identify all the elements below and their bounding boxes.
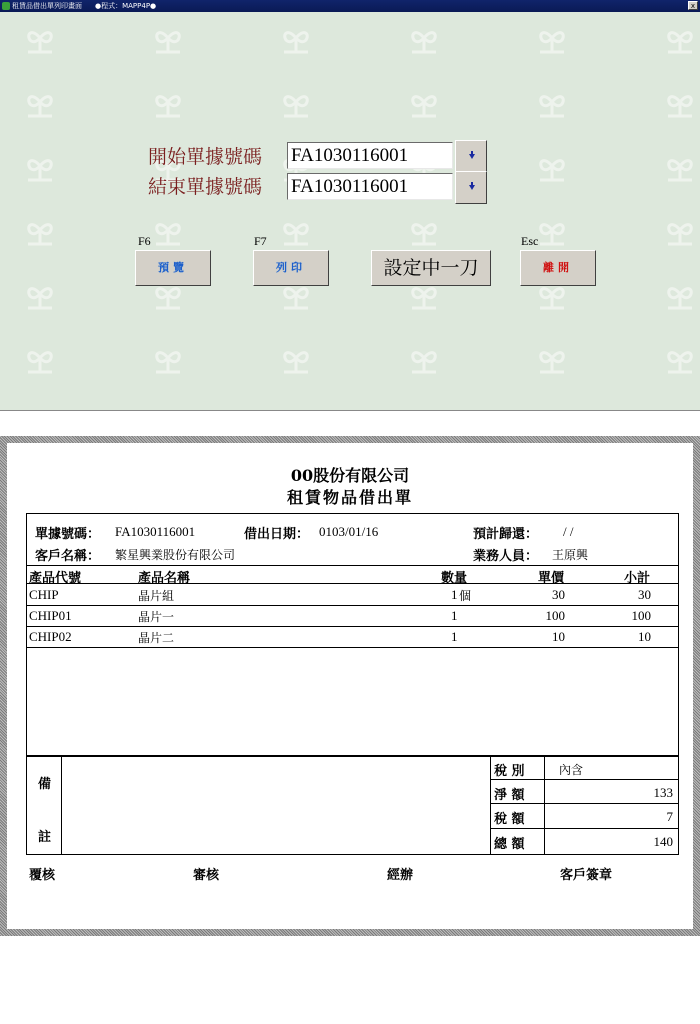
watermark-logo [20,214,60,248]
row-code: CHIP [29,587,59,602]
watermark-logo [148,342,188,376]
end-number-label: 結束單據號碼 [148,176,263,198]
row-unit: 個 [459,589,472,603]
watermark-logo [660,278,700,312]
end-number-dropdown[interactable] [455,171,487,204]
sign-review: 覆核 [29,868,56,883]
row-price: 30 [552,587,565,602]
watermark-logo [404,86,444,120]
remark-label-top: 備 [38,777,52,792]
col-qty: 數量 [441,571,468,586]
col-code: 產品代號 [29,571,82,586]
remark-label-bottom: 註 [38,830,52,845]
title-bar [0,0,700,12]
col-price: 單價 [538,571,565,586]
print-button[interactable]: 列印 [253,250,329,286]
company-name: 00股份有限公司 [290,466,410,485]
sign-customer: 客戶簽章 [560,868,613,883]
watermark-logo [148,22,188,56]
row-code: CHIP02 [29,629,72,644]
exit-button[interactable]: 離開 [520,250,596,286]
watermark-logo [276,86,316,120]
watermark-logo [532,86,572,120]
row-name: 晶片組 [138,589,175,603]
watermark-logo [660,342,700,376]
close-button[interactable]: x [688,1,698,10]
doc-number-value: FA1030116001 [115,524,196,539]
sign-handler: 經辦 [387,868,414,883]
start-number-label: 開始單據號碼 [148,146,263,168]
watermark-logo [660,86,700,120]
watermark-logo [20,278,60,312]
watermark-logo [532,342,572,376]
watermark-logo [660,150,700,184]
row-subtotal: 100 [631,608,651,623]
row-subtotal: 30 [638,587,651,602]
col-name: 產品名稱 [138,571,191,586]
row-price: 10 [552,629,565,644]
row-code: CHIP01 [29,608,72,623]
watermark-logo [148,86,188,120]
watermark-logo [404,214,444,248]
col-subtotal: 小計 [624,571,651,586]
loan-date-label: 借出日期： [244,527,310,542]
watermark-logo [660,214,700,248]
loan-date-value: 0103/01/16 [319,524,379,539]
row-subtotal: 10 [638,629,651,644]
program-id: ●程式：MAPP4P● [95,2,157,10]
watermark-logo [660,22,700,56]
print-dialog [0,0,700,411]
row-qty: 1 [451,629,458,644]
tax-type-label: 稅 別 [494,764,525,779]
start-number-dropdown[interactable] [455,140,487,173]
table-row [26,647,679,648]
sign-audit: 審核 [193,868,220,883]
customer-value: 繁星興業股份有限公司 [115,548,236,562]
sales-value: 王原興 [552,548,589,562]
preview-shortcut: F6 [138,234,151,248]
row-name: 晶片二 [138,631,175,645]
row-qty: 1 [451,587,458,602]
end-number-input[interactable]: FA1030116001 [287,173,453,200]
report-page [7,443,693,929]
net-amount-label: 淨 額 [494,788,525,803]
watermark-logo [404,22,444,56]
document-title: 租賃物品借出單 [286,488,413,507]
start-number-input[interactable]: FA1030116001 [287,142,453,169]
tax-amount-value: 7 [666,809,673,824]
watermark-logo [20,86,60,120]
watermark-logo [20,150,60,184]
watermark-logo [276,214,316,248]
return-date-value: / / [563,524,574,539]
net-amount-value: 133 [653,785,673,800]
preview-button[interactable]: 預覽 [135,250,211,286]
row-name: 晶片一 [138,610,175,624]
watermark-logo [20,342,60,376]
exit-shortcut: Esc [521,234,539,248]
watermark-logo [532,22,572,56]
sales-label: 業務人員： [473,549,539,564]
set-cut-button[interactable]: 設定中一刀 [371,250,491,286]
window-title: 租賃品借出單列印畫面 [12,2,82,10]
table-row [26,605,679,606]
watermark-logo [20,22,60,56]
watermark-logo [276,22,316,56]
customer-label: 客戶名稱： [35,549,101,564]
watermark-logo [276,342,316,376]
watermark-logo [404,342,444,376]
watermark-logo [148,214,188,248]
print-shortcut: F7 [254,234,267,248]
app-icon [2,2,10,10]
row-price: 100 [545,608,565,623]
row-qty: 1 [451,608,458,623]
watermark-logo [532,150,572,184]
table-row [26,626,679,627]
tax-amount-label: 稅 額 [494,812,525,827]
total-amount-value: 140 [653,834,673,849]
tax-type-value: 內含 [559,763,584,777]
return-date-label: 預計歸還： [473,527,539,542]
report-preview-frame [0,436,700,936]
total-amount-label: 總 額 [494,837,525,852]
doc-number-label: 單據號碼： [35,527,101,542]
